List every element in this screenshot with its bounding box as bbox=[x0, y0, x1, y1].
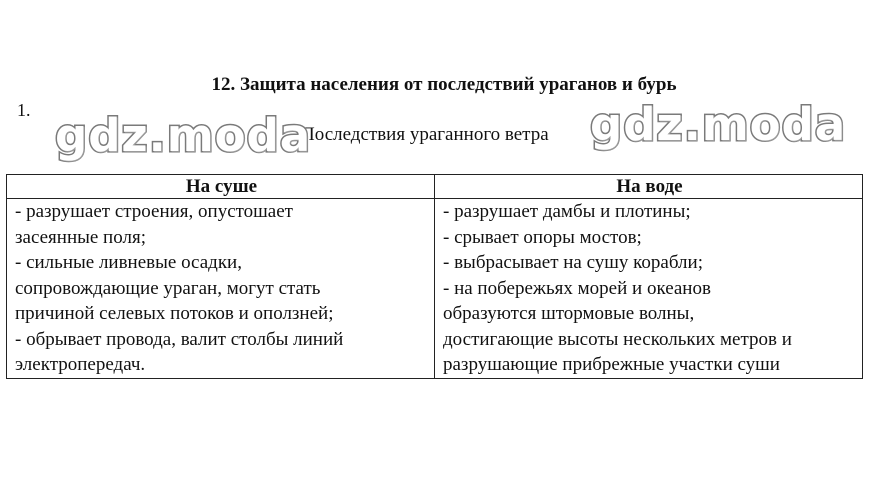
table-caption: Последствия ураганного ветра bbox=[301, 124, 549, 145]
water-line: - на побережьях морей и океанов bbox=[443, 277, 711, 299]
water-line: - срывает опоры мостов; bbox=[443, 226, 642, 248]
water-line: достигающие высоты нескольких метров и bbox=[443, 328, 792, 350]
land-line: засеянные поля; bbox=[15, 226, 146, 248]
consequences-table bbox=[6, 174, 863, 379]
land-cell bbox=[7, 199, 435, 379]
land-line: - сильные ливневые осадки, bbox=[15, 252, 242, 273]
page-title: 12. Защита населения от последствий ураганов и бурь bbox=[211, 74, 677, 95]
water-line: образуются штормовые волны, bbox=[443, 303, 695, 324]
water-cell bbox=[435, 199, 863, 379]
watermark-left: gdz.moda bbox=[55, 109, 312, 162]
header-land: На суше bbox=[7, 175, 435, 199]
task-number: 1. bbox=[17, 100, 31, 120]
header-water: На воде bbox=[435, 175, 863, 199]
water-line: - разрушает дамбы и плотины; bbox=[443, 201, 691, 222]
land-line: - разрушает строения, опустошает bbox=[15, 201, 293, 222]
water-line: - выбрасывает на сушу корабли; bbox=[443, 252, 703, 273]
water-line: разрушающие прибрежные участки суши bbox=[443, 354, 780, 375]
land-line: электропередач. bbox=[15, 354, 146, 375]
table-row bbox=[7, 199, 863, 379]
land-line: - обрывает провода, валит столбы линий bbox=[15, 328, 344, 350]
land-line: сопровождающие ураган, могут стать bbox=[15, 277, 321, 299]
watermark-right: gdz.moda bbox=[590, 98, 847, 151]
land-line: причиной селевых потоков и оползней; bbox=[15, 303, 334, 324]
table-header-row bbox=[7, 175, 863, 199]
